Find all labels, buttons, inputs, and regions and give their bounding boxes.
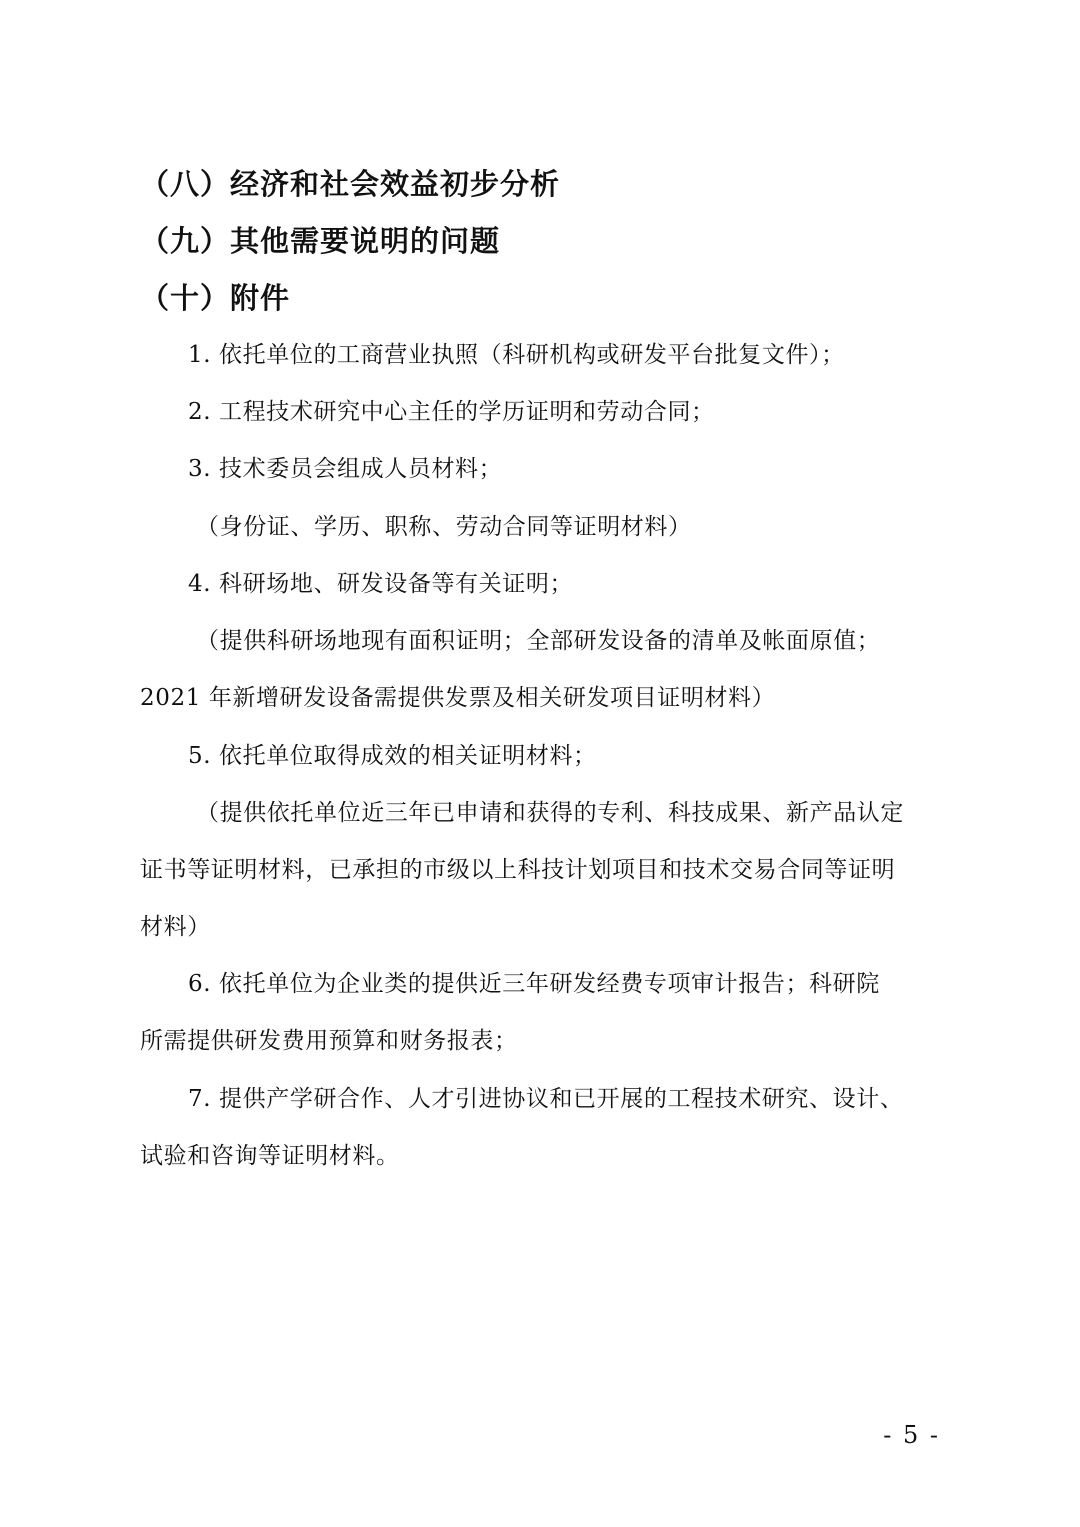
page-number: - 5 - bbox=[883, 1421, 940, 1449]
attachment-item-7-line1: 7. 提供产学研合作、人才引进协议和已开展的工程技术研究、设计、 bbox=[188, 1086, 904, 1112]
attachment-item-7-line2: 试验和咨询等证明材料。 bbox=[140, 1143, 400, 1169]
attachment-item-6-line1: 6. 依托单位为企业类的提供近三年研发经费专项审计报告；科研院 bbox=[188, 971, 880, 997]
attachment-item-4-note-line2: 2021 年新增研发设备需提供发票及相关研发项目证明材料） bbox=[140, 685, 776, 711]
attachment-item-6-line2: 所需提供研发费用预算和财务报表； bbox=[140, 1028, 518, 1054]
attachment-item-3-note: （身份证、学历、职称、劳动合同等证明材料） bbox=[196, 514, 692, 540]
heading-economic-social-benefits: （八）经济和社会效益初步分析 bbox=[140, 167, 561, 201]
attachment-item-3: 3. 技术委员会组成人员材料； bbox=[188, 456, 503, 482]
attachment-item-5: 5. 依托单位取得成效的相关证明材料； bbox=[188, 743, 597, 769]
heading-attachments: （十）附件 bbox=[140, 281, 291, 315]
attachment-item-5-note-line1: （提供依托单位近三年已申请和获得的专利、科技成果、新产品认定 bbox=[196, 800, 904, 826]
attachment-item-1: 1. 依托单位的工商营业执照（科研机构或研发平台批复文件）； bbox=[188, 342, 845, 368]
heading-other-issues: （九）其他需要说明的问题 bbox=[140, 224, 501, 258]
attachment-item-4: 4. 科研场地、研发设备等有关证明； bbox=[188, 571, 574, 597]
attachment-item-5-note-line2: 证书等证明材料，已承担的市级以上科技计划项目和技术交易合同等证明 bbox=[140, 857, 896, 883]
attachment-item-4-note-line1: （提供科研场地现有面积证明；全部研发设备的清单及帐面原值； bbox=[196, 628, 881, 654]
attachment-item-5-note-line3: 材料） bbox=[140, 914, 211, 940]
attachment-item-2: 2. 工程技术研究中心主任的学历证明和劳动合同； bbox=[188, 399, 715, 425]
